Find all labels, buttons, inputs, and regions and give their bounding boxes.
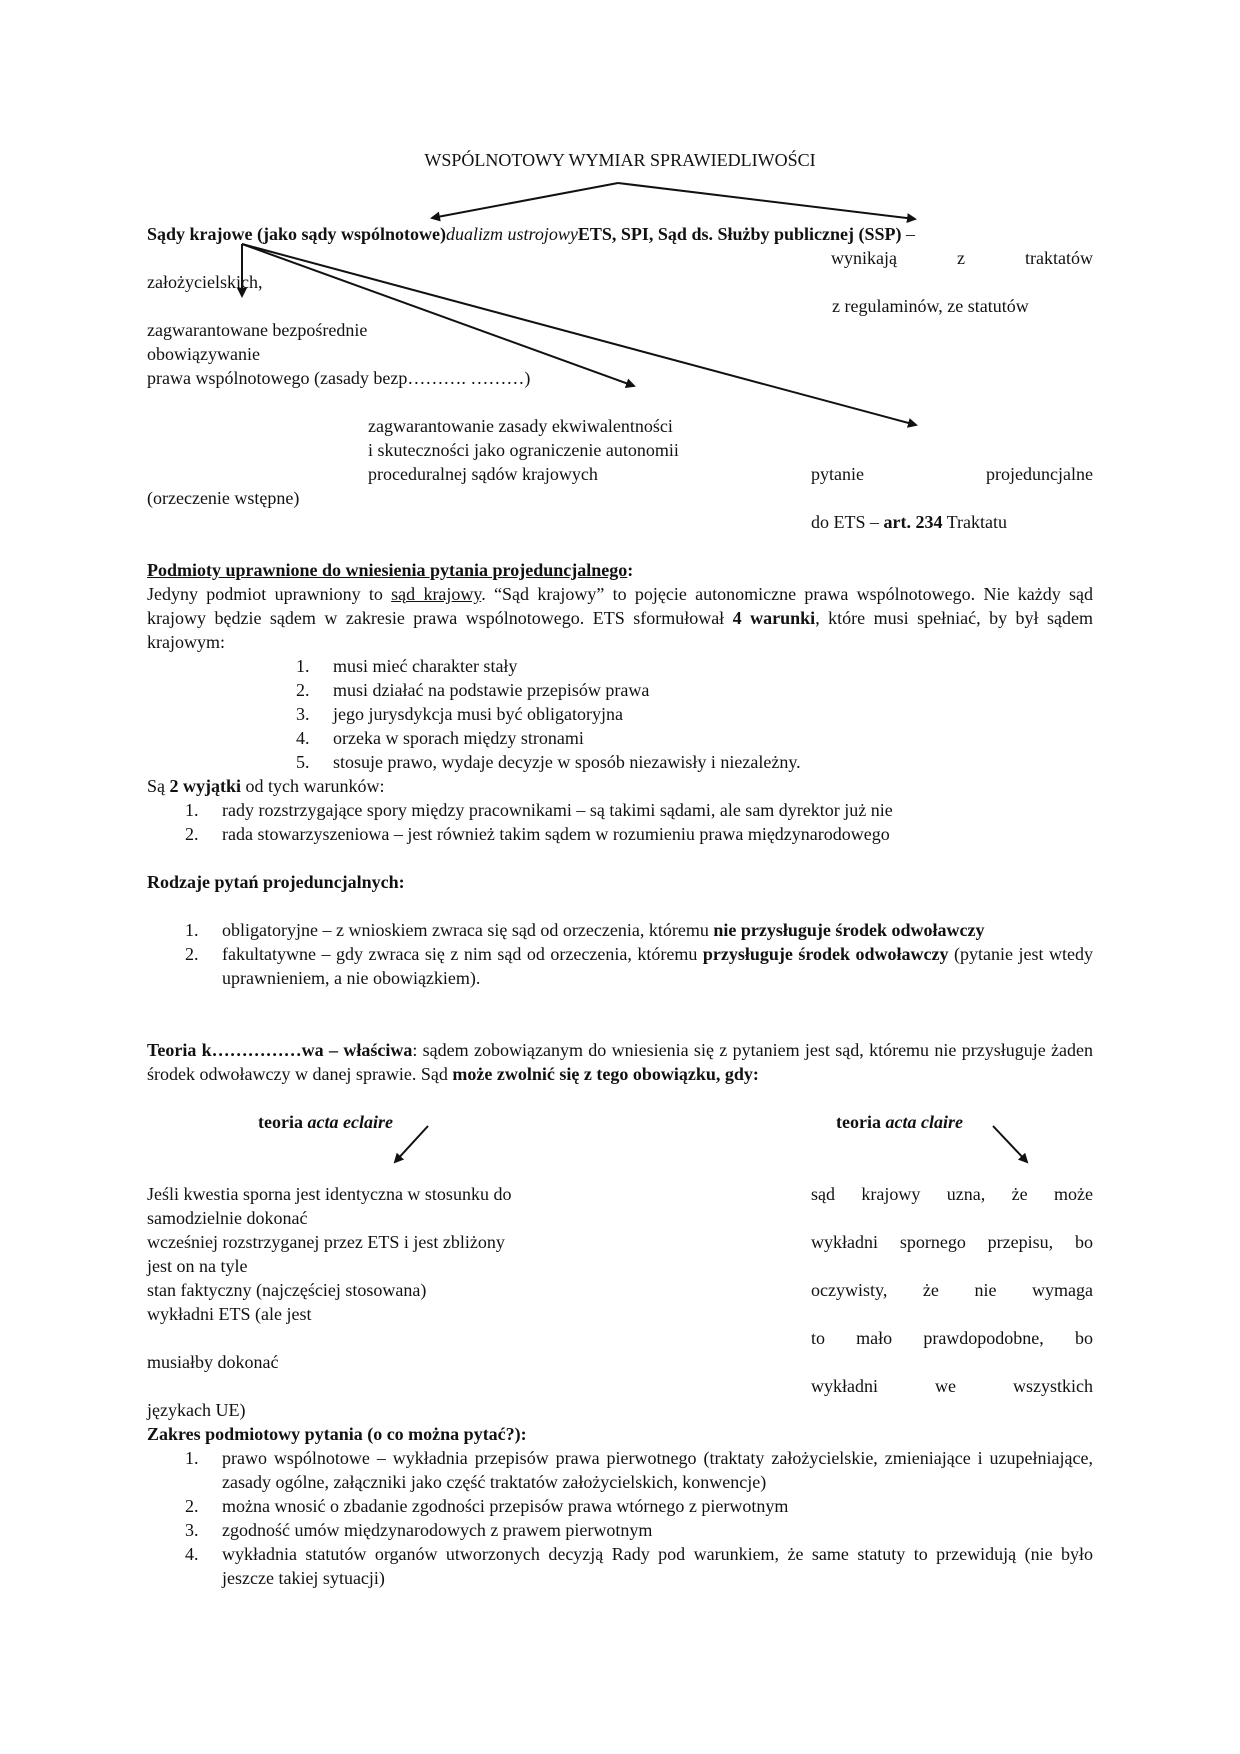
fakultatywne-text: fakultatywne – gdy zwraca się z nim sąd od orzeczenia, któremu: [222, 944, 703, 964]
list-num: 2.: [185, 944, 199, 964]
rodzaje-list: [185, 918, 1093, 990]
bezp-line-3: prawa wspólnotowego (zasady bezp………. ………): [147, 368, 531, 388]
list-item: [185, 918, 1093, 942]
list-item: [185, 1446, 1093, 1494]
dash: –: [901, 224, 915, 244]
list-num: 5.: [296, 752, 310, 772]
list-text: stosuje prawo, wydaje decyzje w sposób niezawisły i niezależny.: [333, 752, 801, 772]
word: wszystkich: [1013, 1376, 1093, 1396]
list-num: 2.: [296, 680, 310, 700]
list-num: 1.: [185, 1448, 199, 1468]
teoria-tail: , gdy:: [715, 1064, 759, 1084]
do-ets-c: Traktatu: [942, 512, 1008, 532]
word: wykładni: [811, 1376, 878, 1396]
list-item: [296, 750, 1056, 774]
wyjatki-list: [185, 798, 1093, 846]
left-line-3: wcześniej rozstrzyganej przez ETS i jest zbliżony: [147, 1232, 505, 1252]
word: przepisu,: [987, 1232, 1054, 1252]
word: oczywisty,: [811, 1280, 888, 1300]
left-line-4: jest on na tyle: [147, 1256, 248, 1276]
rodzaje-heading: Rodzaje pytań projeduncjalnych:: [147, 872, 405, 892]
wynikaja-w1: z: [957, 248, 965, 268]
list-item: [185, 1542, 1093, 1590]
word: spornego: [899, 1232, 966, 1252]
pytanie-w0: pytanie: [811, 464, 864, 484]
teoria-bold-2: może zwolnić się z tego obowiązku: [452, 1064, 716, 1084]
word: krajowy: [861, 1184, 921, 1204]
fakultatywne-bold: przysługuje środek odwoławczy: [702, 944, 949, 964]
word: we: [935, 1376, 956, 1396]
teoria-paragraph: [147, 1038, 1093, 1086]
arrow-acta-claire: [993, 1126, 1027, 1162]
do-ets-art: art. 234: [883, 512, 943, 532]
wyjatki-a: Są: [147, 776, 170, 796]
teoria-bold: Teoria k……………wa – właściwa: [147, 1040, 413, 1060]
left-line-6: wykładni ETS (ale jest: [147, 1304, 312, 1324]
p1-b: . “Sąd krajowy” to pojęcie autonomiczne prawa wspólnotowego. Nie każdy sąd krajowy będzie sądem w zakresie prawa wspólnotowego. ETS sformułował: [147, 584, 1094, 628]
right-line-2: [811, 1230, 1093, 1254]
word: nie: [974, 1280, 997, 1300]
word: wymaga: [1032, 1280, 1093, 1300]
list-text: musi mieć charakter stały: [333, 656, 518, 676]
p1-4-warunki: 4 warunki: [732, 608, 816, 628]
list-num: 2.: [185, 1496, 199, 1516]
list-item: [185, 822, 1093, 846]
word: mało: [856, 1328, 893, 1348]
do-ets-line: [811, 510, 1007, 534]
teoria-text: : sądem zobowiązanym do wniesienia się z pytaniem jest sąd, któremu nie przysługuje żaden środek odwoławczy w danej sprawie. Sąd: [147, 1040, 1093, 1084]
wyjatki-c: od tych warunków:: [241, 776, 385, 796]
wynikaja-w2: traktatów: [1025, 248, 1093, 268]
ekw-line-1: zagwarantowanie zasady ekwiwalentności: [368, 416, 673, 436]
right-line-3: [811, 1278, 1093, 1302]
word: prawdopodobne,: [923, 1328, 1044, 1348]
list-text: zgodność umów międzynarodowych z prawem pierwotnym: [222, 1520, 653, 1540]
word: że: [1011, 1184, 1028, 1204]
left-line-1: Jeśli kwestia sporna jest identyczna w stosunku do: [147, 1184, 512, 1204]
p1-a: Jedyny podmiot uprawniony to: [147, 584, 392, 604]
wyjatki-bold: 2 wyjątki: [169, 776, 241, 796]
list-item: [185, 942, 1093, 990]
list-text: można wnosić o zbadanie zgodności przepisów prawa wtórnego z pierwotnym: [222, 1496, 789, 1516]
fakultatywne-tail: (pytanie jest wtedy uprawnieniem, a nie obowiązkiem).: [222, 944, 1093, 988]
zakres-heading: Zakres podmiotowy pytania (o co można pytać?):: [147, 1424, 527, 1444]
list-item: [185, 1518, 1093, 1542]
acta-eclaire-label: acta eclaire: [307, 1112, 393, 1132]
acta-claire-label: acta claire: [885, 1112, 963, 1132]
list-text: prawo wspólnotowe – wykładnia przepisów prawa pierwotnego (traktaty założycielskie, zmieniające i uzupełniające, zasady ogólne, załączniki jako część traktatów założycielskich, konwencje): [222, 1448, 1093, 1492]
ekw-line-2: i skuteczności jako ograniczenie autonomii: [368, 440, 679, 460]
word: bo: [1074, 1232, 1093, 1252]
musialby: musiałby dokonać: [147, 1352, 279, 1372]
podmioty-heading-colon: :: [627, 560, 634, 580]
word: że: [922, 1280, 939, 1300]
word: uzna,: [946, 1184, 986, 1204]
list-num: 1.: [185, 800, 199, 820]
right-line-1: [811, 1182, 1093, 1206]
regulaminow: z regulaminów, ze statutów: [832, 296, 1029, 316]
teoria-acta-eclaire: [258, 1110, 393, 1134]
list-text: jego jurysdykcja musi być obligatoryjna: [333, 704, 623, 724]
word: to: [811, 1328, 826, 1348]
list-text: musi działać na podstawie przepisów prawa: [333, 680, 650, 700]
list-num: 3.: [185, 1520, 199, 1540]
do-ets-a: do ETS –: [811, 512, 884, 532]
list-num: 4.: [296, 728, 310, 748]
bezp-line-1: zagwarantowane bezpośrednie: [147, 320, 368, 340]
word: może: [1054, 1184, 1093, 1204]
bezp-line-2: obowiązywanie: [147, 344, 260, 364]
obligatoryjne-bold: nie przysługuje środek odwoławczy: [713, 920, 985, 940]
obligatoryjne-text: obligatoryjne – z wnioskiem zwraca się sąd od orzeczenia, któremu: [222, 920, 714, 940]
word: bo: [1074, 1328, 1093, 1348]
jezykach: językach UE): [147, 1400, 246, 1420]
p1-sad-krajowy: sąd krajowy: [391, 584, 482, 604]
arrow-to-ets: [618, 183, 915, 219]
podmioty-paragraph: [147, 582, 1093, 654]
list-item: [296, 702, 1056, 726]
page-title: WSPÓLNOTOWY WYMIAR SPRAWIEDLIWOŚCI: [424, 150, 816, 170]
ets-spi-ssp-label: ETS, SPI, Sąd ds. Służby publicznej (SSP): [577, 224, 902, 244]
right-line-5: [811, 1374, 1093, 1398]
acta-eclaire-prefix: teoria: [258, 1112, 308, 1132]
list-item: [296, 726, 1056, 750]
sady-krajowe-label: Sądy krajowe (jako sądy wspólnotowe): [147, 224, 447, 244]
list-num: 4.: [185, 1544, 199, 1564]
list-num: 3.: [296, 704, 310, 724]
warunki-list: [296, 654, 1056, 774]
arrow-to-sady-krajowe: [432, 183, 618, 218]
list-text: wykładnia statutów organów utworzonych decyzją Rady pod warunkiem, że same statuty to przewidują (nie było jeszcze takiej sytuacji): [222, 1544, 1093, 1588]
orzeczenie-wstepne: (orzeczenie wstępne): [147, 488, 300, 508]
wyjatki-line: [147, 774, 384, 798]
list-text: orzeka w sporach między stronami: [333, 728, 584, 748]
left-line-2: samodzielnie dokonać: [147, 1208, 308, 1228]
p1-c: , które musi spełniać, by był sądem krajowym:: [147, 608, 1094, 652]
podmioty-heading-text: Podmioty uprawnione do wniesienia pytania projeduncjalnego: [147, 560, 628, 580]
acta-claire-prefix: teoria: [836, 1112, 886, 1132]
list-text: rady rozstrzygające spory między pracownikami – są takimi sądami, ale sam dyrektor już nie: [222, 800, 893, 820]
dualizm-label: dualizm ustrojowy: [446, 224, 578, 244]
list-item: [296, 678, 1056, 702]
arrow-to-bezposrednie: [242, 244, 634, 386]
list-item: [185, 1494, 1093, 1518]
wynikaja-line: [831, 246, 1093, 270]
zakres-list: [185, 1446, 1093, 1590]
word: wykładni: [811, 1232, 878, 1252]
list-text: rada stowarzyszeniowa – jest również takim sądem w rozumieniu prawa międzynarodowego: [222, 824, 890, 844]
list-item: [296, 654, 1056, 678]
zalozycielskich: założycielskich,: [147, 272, 263, 292]
arrow-acta-eclaire: [395, 1126, 428, 1162]
list-item: [185, 798, 1093, 822]
sady-line: [147, 222, 915, 246]
list-num: 1.: [296, 656, 310, 676]
podmioty-heading: [147, 558, 633, 582]
teoria-acta-claire: [836, 1110, 963, 1134]
pytanie-w1: projeduncjalne: [986, 464, 1093, 484]
wynikaja-w0: wynikają: [831, 248, 897, 268]
pytanie-line: [811, 462, 1093, 486]
list-num: 1.: [185, 920, 199, 940]
word: sąd: [811, 1184, 835, 1204]
ekw-line-3: proceduralnej sądów krajowych: [368, 464, 598, 484]
left-line-5: stan faktyczny (najczęściej stosowana): [147, 1280, 427, 1300]
right-line-4: [811, 1326, 1093, 1350]
list-num: 2.: [185, 824, 199, 844]
